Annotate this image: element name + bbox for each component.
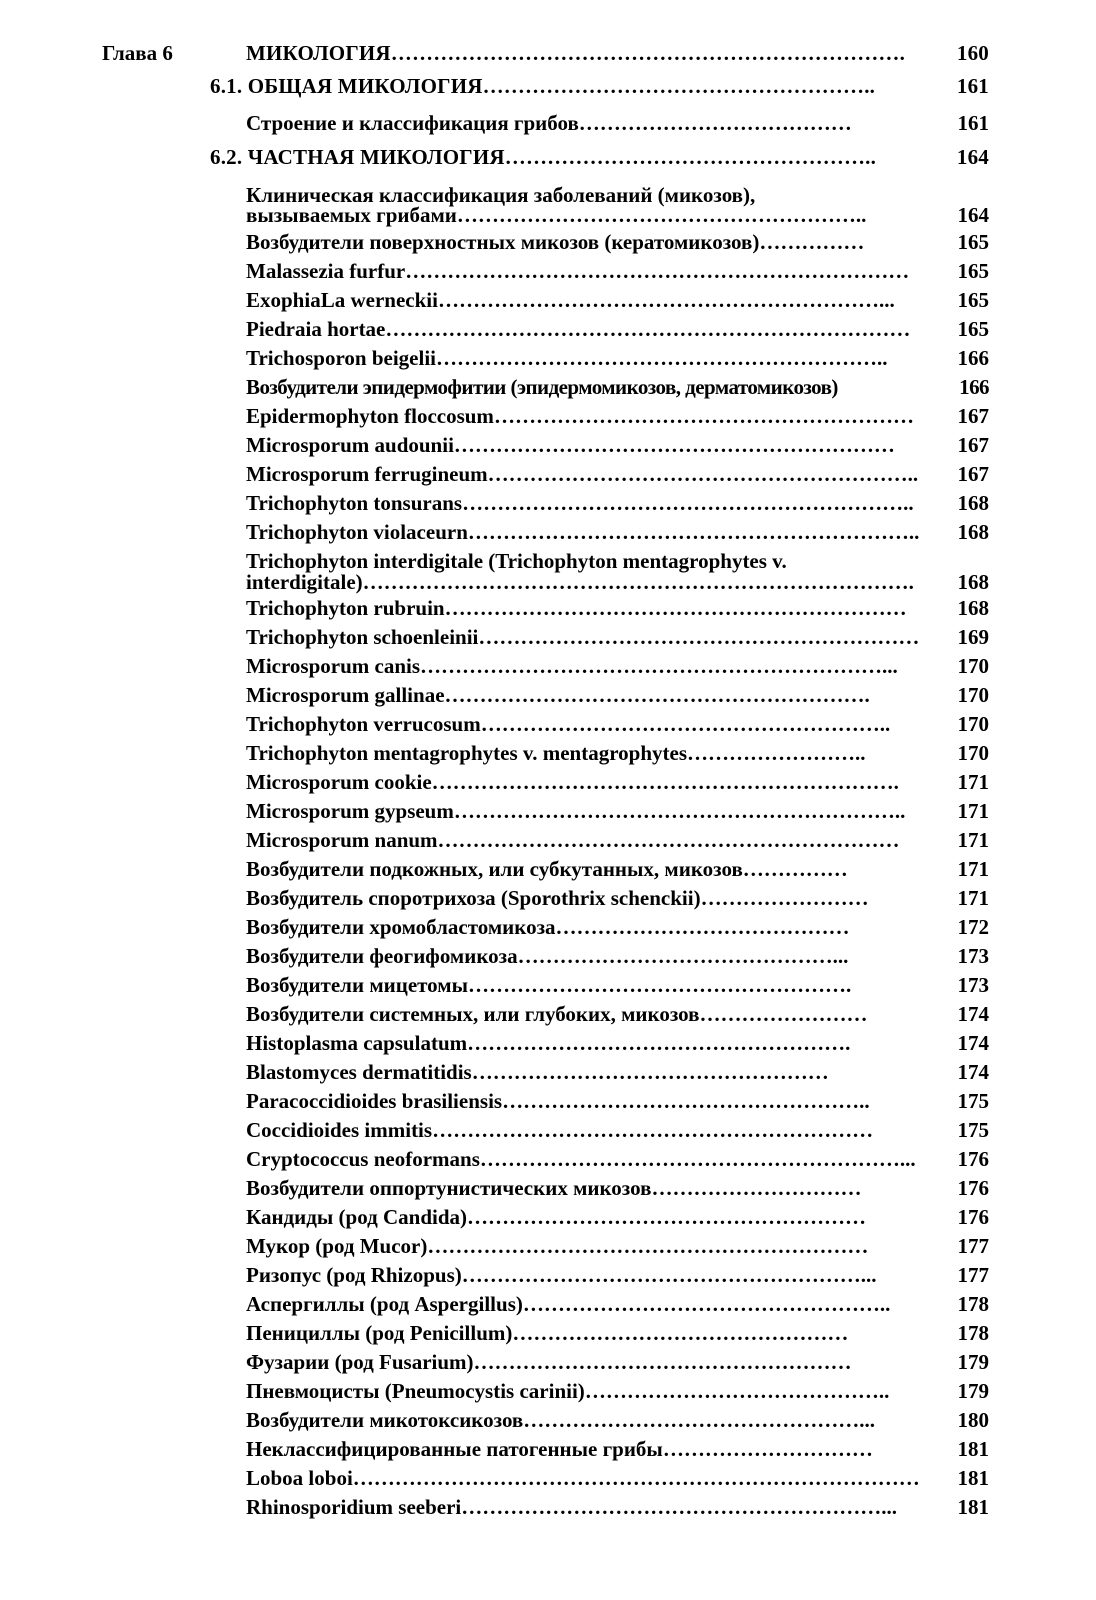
toc-page-number: 178 — [957, 1321, 989, 1345]
toc-page-number: 161 — [956, 74, 989, 98]
toc-leader-dots: …………………………………… — [555, 915, 850, 939]
toc-page-number: 176 — [957, 1205, 989, 1229]
toc-page-number: 179 — [957, 1379, 989, 1403]
toc-leader-dots: …………………………………………….. — [502, 1089, 870, 1113]
toc-leader-dots: …………………………………………………………. — [431, 770, 899, 794]
toc-leader-dots: ………………………………………………………………. — [390, 41, 906, 65]
toc-entry — [246, 915, 989, 939]
toc-entry-title: Пенициллы (род Penicillum) — [246, 1321, 513, 1345]
toc-entry-title: ExophiaLa werneckii — [246, 288, 438, 312]
toc-page-number: 175 — [957, 1089, 989, 1113]
toc-leader-dots: …………………………………….. — [584, 1379, 890, 1403]
toc-leader-dots: ……………………………………………………… — [432, 1118, 874, 1142]
toc-entry-title: Paracoccidioides brasiliensis — [246, 1089, 503, 1113]
toc-entry-title: Возбудители микотоксикозов — [246, 1408, 524, 1432]
toc-leader-dots: …………………………………………………… — [493, 404, 914, 428]
toc-leader-dots: …………… — [742, 857, 848, 881]
toc-page-number: 171 — [957, 770, 989, 794]
toc-entry — [246, 828, 989, 852]
toc-entry — [246, 1147, 989, 1171]
toc-leader-dots: ……………………………………………………… — [453, 433, 895, 457]
toc-entry — [246, 973, 989, 997]
toc-page-number: 165 — [957, 230, 989, 254]
toc-entry-title: Возбудители оппортунистических микозов — [246, 1176, 652, 1200]
toc-entry — [246, 1466, 989, 1490]
toc-entry-title: Microsporum cookie — [246, 770, 432, 794]
toc-entry-title: Histoplasma capsulatum — [246, 1031, 468, 1055]
toc-leader-dots: ………………………………………………. — [467, 973, 852, 997]
toc-page-number: 167 — [957, 404, 989, 428]
toc-entry — [246, 1495, 989, 1519]
toc-entry-title: Возбудители феогифомикоза — [246, 944, 518, 968]
toc-entry — [246, 1292, 989, 1316]
toc-entry — [246, 857, 989, 881]
toc-entry — [246, 1031, 989, 1055]
toc-entry — [246, 1234, 989, 1258]
toc-leader-dots: ………………………………………………….. — [480, 712, 891, 736]
toc-page-number: 167 — [957, 433, 989, 457]
toc-entry-title: Возбудитель споротрихоза (Sporothrix schenckii) — [246, 886, 701, 910]
toc-leader-dots: …………………………………………… — [471, 1060, 829, 1084]
toc-leader-dots: …………………………………………... — [523, 1408, 876, 1432]
toc-leader-dots: ……………………………………………………………………. — [362, 570, 914, 594]
toc-entry — [246, 404, 989, 428]
toc-entry — [246, 433, 989, 457]
toc-entry — [246, 1379, 989, 1403]
toc-entry-title: Microsporum gallinae — [246, 683, 445, 707]
toc-leader-dots: …………………………………………….. — [504, 145, 877, 169]
toc-entry-title: 6.2. ЧАСТНАЯ МИКОЛОГИЯ — [210, 145, 505, 169]
toc-page-number: 172 — [957, 915, 989, 939]
toc-page-number: 177 — [957, 1263, 989, 1287]
toc-page-number: 181 — [957, 1466, 989, 1490]
toc-page-number: 168 — [957, 491, 989, 515]
toc-leader-dots: ……………………………………………………….. — [453, 799, 906, 823]
toc-page-number: 181 — [957, 1437, 989, 1461]
toc-entry-title: Trichophyton verrucosum — [246, 712, 481, 736]
toc-entry-title: Microsporum nanum — [246, 828, 438, 852]
toc-page-number: 171 — [957, 799, 989, 823]
toc-entry — [210, 74, 989, 98]
toc-entry-title: Возбудители хромобластомикоза — [246, 915, 556, 939]
toc-entry-title: Неклассифицированные патогенные грибы — [246, 1437, 663, 1461]
toc-entry — [246, 41, 989, 65]
toc-page-number: 180 — [957, 1408, 989, 1432]
toc-leader-dots: ………………………………………… — [512, 1321, 849, 1345]
toc-page-number: 171 — [957, 886, 989, 910]
toc-entry-title: interdigitale) — [246, 570, 363, 594]
toc-leader-dots: …………………… — [700, 886, 869, 910]
toc-page-number: 168 — [957, 596, 989, 620]
toc-page-number: 168 — [957, 520, 989, 544]
toc-entry — [246, 886, 989, 910]
toc-page-number: 170 — [957, 741, 989, 765]
toc-entry — [246, 1089, 989, 1113]
toc-entry — [246, 654, 989, 678]
toc-leader-dots: ……………………………………………………. — [444, 683, 870, 707]
toc-page-number: 166 — [957, 346, 989, 370]
toc-entry — [246, 596, 989, 620]
toc-entry-title: Loboa loboi — [246, 1466, 353, 1490]
toc-leader-dots: ……………………………………………….. — [482, 74, 876, 98]
toc-entry — [246, 1321, 989, 1345]
toc-entry-title: Epidermophyton floccosum — [246, 404, 494, 428]
toc-entry — [246, 712, 989, 736]
toc-entry — [210, 145, 989, 169]
toc-entry-title: Trichophyton rubruin — [246, 596, 445, 620]
toc-page-number: 165 — [957, 259, 989, 283]
toc-entry — [246, 741, 989, 765]
toc-page-number: 173 — [957, 973, 989, 997]
toc-entry — [246, 1408, 989, 1432]
toc-leader-dots: ……………………………………………………………… — [405, 259, 910, 283]
toc-entry — [246, 1060, 989, 1084]
toc-entry-title: Microsporum audounii — [246, 433, 454, 457]
toc-leader-dots: ………………………………………………………… — [437, 828, 900, 852]
toc-leader-dots: …………………………………………….. — [522, 1292, 891, 1316]
toc-leader-dots: ……………………………………………………… — [478, 625, 920, 649]
toc-entry-title: 6.1. ОБЩАЯ МИКОЛОГИЯ — [210, 74, 483, 98]
toc-page-number: 175 — [957, 1118, 989, 1142]
toc-page-number: 170 — [957, 712, 989, 736]
toc-page-number: 181 — [957, 1495, 989, 1519]
toc-leader-dots: ……………………………………………………….. — [467, 520, 920, 544]
toc-page-number: 169 — [957, 625, 989, 649]
toc-entry-title: Trichophyton mentagrophytes v. mentagrophytes — [246, 741, 688, 765]
toc-page-number: 174 — [957, 1060, 989, 1084]
toc-entry-title: Malassezia furfur — [246, 259, 406, 283]
toc-entry-title: Trichophyton tonsurans — [246, 491, 463, 515]
toc-entry-title-line1: Клиническая классификация заболеваний (микозов), — [246, 183, 756, 207]
toc-leader-dots: ……………………………………………………... — [479, 1147, 916, 1171]
toc-entry — [246, 111, 989, 135]
toc-entry — [246, 1350, 989, 1374]
toc-page-number: 168 — [957, 570, 989, 594]
toc-entry — [246, 520, 989, 544]
toc-entry-title: Возбудители подкожных, или субкутанных, микозов — [246, 857, 743, 881]
toc-page-number: 171 — [957, 828, 989, 852]
toc-page-number: 164 — [957, 203, 989, 227]
toc-entry-title: Trichophyton schoenleinii — [246, 625, 479, 649]
toc-page-number: 165 — [957, 288, 989, 312]
toc-entry-title: Piedraia hortae — [246, 317, 386, 341]
toc-entry — [246, 1205, 989, 1229]
toc-leader-dots: …………………………………………………... — [461, 1263, 877, 1287]
toc-page-number: 171 — [957, 857, 989, 881]
toc-leader-dots: ……………………………………………………….. — [435, 346, 888, 370]
toc-entry-title: Возбудители эпидермофитии (эпидермомикозов, дерматомикозов) — [246, 375, 838, 399]
toc-leader-dots: ……………………………………………………………………… — [352, 1466, 920, 1490]
toc-entry — [246, 625, 989, 649]
toc-page-number: 176 — [957, 1147, 989, 1171]
toc-entry — [246, 230, 989, 254]
toc-entry — [246, 259, 989, 283]
toc-leader-dots: …………… — [759, 230, 865, 254]
toc-page-number: 177 — [957, 1234, 989, 1258]
toc-page-number: 170 — [957, 654, 989, 678]
toc-page-number: 174 — [957, 1031, 989, 1055]
toc-leader-dots: ………………………………………... — [517, 944, 849, 968]
toc-entry-title-line1: Trichophyton interdigitale (Trichophyton mentagrophytes v. — [246, 549, 787, 573]
toc-entry — [246, 770, 989, 794]
toc-page-number: 160 — [956, 41, 989, 65]
toc-page-number: 161 — [957, 111, 989, 135]
toc-page-number: 170 — [957, 683, 989, 707]
toc-leader-dots: ……………………………………………………….. — [462, 491, 914, 515]
toc-entry-title: Возбудители поверхностных микозов (кератомикозов) — [246, 230, 760, 254]
toc-entry-title: Фузарии (род Fusarium) — [246, 1350, 474, 1374]
toc-entry-title: Microsporum ferrugineum — [246, 462, 488, 486]
toc-entry — [246, 944, 989, 968]
toc-entry-title: Coccidioides immitis — [246, 1118, 433, 1142]
toc-leader-dots: …………………….. — [687, 741, 866, 765]
toc-entry-title: вызываемых грибами — [246, 203, 457, 227]
toc-entry — [246, 1263, 989, 1287]
toc-page-number: 178 — [957, 1292, 989, 1316]
toc-entry-title: Строение и классификация грибов — [246, 111, 579, 135]
toc-entry — [246, 203, 989, 227]
toc-entry-title: Cryptococcus neoformans — [246, 1147, 480, 1171]
toc-entry — [246, 683, 989, 707]
toc-entry — [246, 375, 989, 399]
toc-leader-dots: …………………………………………………….. — [487, 462, 919, 486]
toc-leader-dots: …………………… — [699, 1002, 868, 1026]
toc-leader-dots: ………………………………… — [578, 111, 852, 135]
toc-page-number: 174 — [957, 1002, 989, 1026]
toc-entry-title: Microsporum gypseum — [246, 799, 454, 823]
toc-entry — [246, 570, 989, 594]
toc-entry-title: Blastomyces dermatitidis — [246, 1060, 472, 1084]
toc-entry-title: МИКОЛОГИЯ — [246, 41, 391, 65]
toc-leader-dots: ……………………………………………………... — [461, 1495, 898, 1519]
toc-leader-dots: ………………………… — [662, 1437, 873, 1461]
toc-entry — [246, 1176, 989, 1200]
toc-entry — [246, 1002, 989, 1026]
toc-leader-dots: ………………………………………………………………… — [385, 317, 911, 341]
toc-entry — [246, 1437, 989, 1461]
toc-leader-dots: ………………………………………………………... — [437, 288, 895, 312]
toc-entry-title: Мукор (род Mucor) — [246, 1234, 428, 1258]
toc-entry — [246, 491, 989, 515]
toc-leader-dots: ………………………………………………… — [467, 1205, 867, 1229]
toc-entry — [246, 1118, 989, 1142]
toc-entry-title: Trichosporon beigelii — [246, 346, 436, 370]
toc-entry-title: Trichophyton violaceurn — [246, 520, 468, 544]
toc-page-number: 167 — [957, 462, 989, 486]
toc-leader-dots: ………………………… — [651, 1176, 862, 1200]
toc-page-number: 179 — [957, 1350, 989, 1374]
toc-entry-title: Возбудители мицетомы — [246, 973, 468, 997]
toc-leader-dots: ……………………………………………………… — [427, 1234, 869, 1258]
toc-entry-title: Пневмоцисты (Pneumocystis carinii) — [246, 1379, 585, 1403]
toc-page-number: 173 — [957, 944, 989, 968]
toc-entry — [246, 317, 989, 341]
toc-entry — [246, 799, 989, 823]
toc-entry-title: Кандиды (род Candida) — [246, 1205, 468, 1229]
toc-leader-dots: …………………………………………………………... — [420, 654, 898, 678]
toc-leader-dots: ………………………………………………………… — [444, 596, 907, 620]
toc-entry-title: Аспергиллы (род Aspergillus) — [246, 1292, 523, 1316]
toc-page-number: 165 — [957, 317, 989, 341]
toc-entry — [246, 462, 989, 486]
toc-page-number: 166 — [959, 375, 989, 399]
toc-entry-title: Rhinosporidium seeberi — [246, 1495, 462, 1519]
chapter-label: Глава 6 — [102, 41, 173, 65]
toc-entry — [246, 346, 989, 370]
toc-entry — [246, 288, 989, 312]
toc-leader-dots: ……………………………………………… — [473, 1350, 852, 1374]
toc-leader-dots: ………………………………………………. — [467, 1031, 851, 1055]
toc-page-number: 176 — [957, 1176, 989, 1200]
toc-page-number: 164 — [956, 145, 989, 169]
toc-leader-dots: ………………………………………………….. — [456, 203, 867, 227]
toc-entry-title: Ризопус (род Rhizopus) — [246, 1263, 462, 1287]
toc-entry-title: Microsporum canis — [246, 654, 421, 678]
toc-entry-title: Возбудители системных, или глубоких, микозов — [246, 1002, 700, 1026]
